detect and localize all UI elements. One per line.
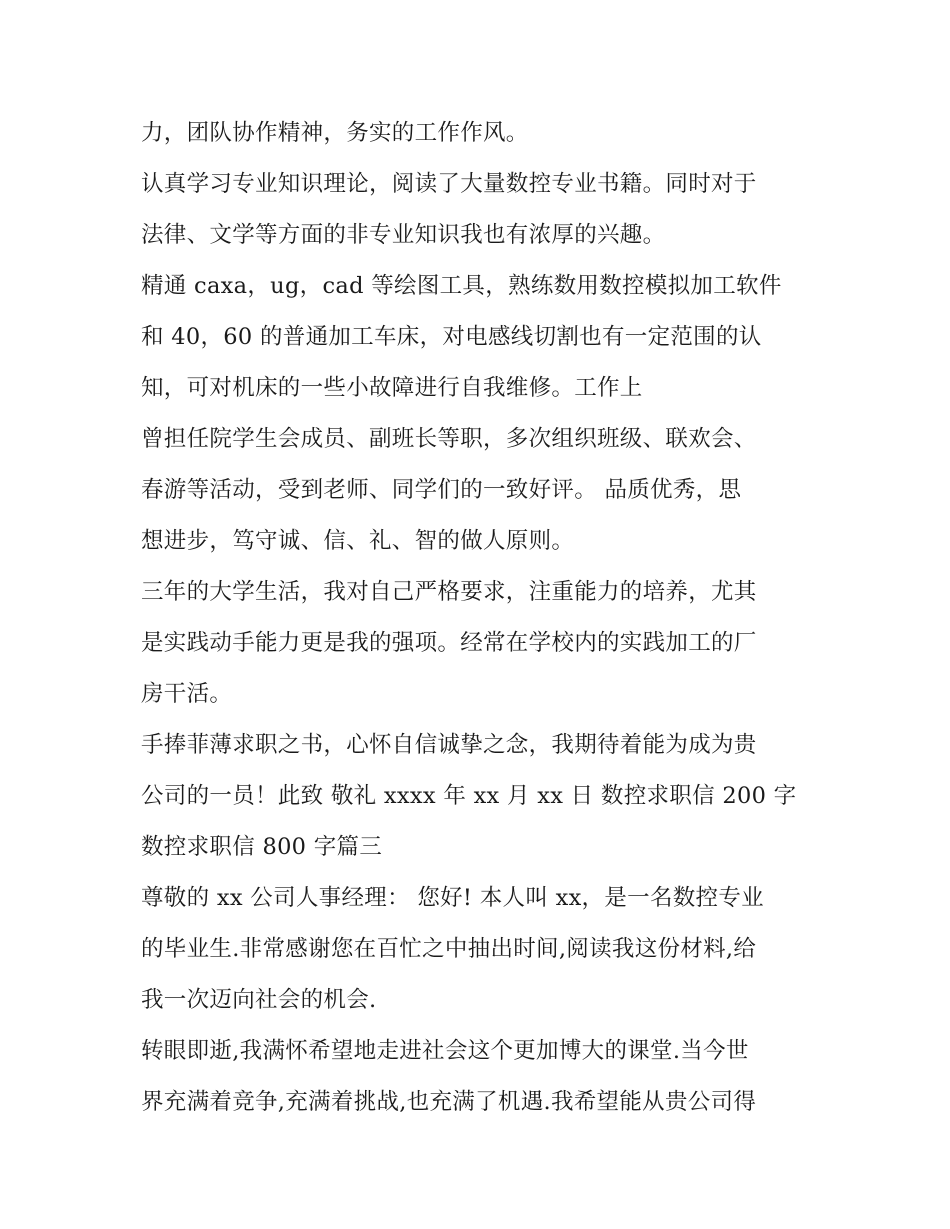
text-line: 界充满着竞争,充满着挑战,也充满了机遇.我希望能从贵公司得 bbox=[141, 1089, 757, 1115]
text-line: 曾担任院学生会成员、副班长等职，多次组织班级、联欢会、 bbox=[141, 426, 757, 452]
text-line: 转眼即逝,我满怀希望地走进社会这个更加博大的课堂.当今世 bbox=[141, 1038, 749, 1064]
text-line: 和 40，60 的普通加工车床，对电感线切割也有一定范围的认 bbox=[141, 324, 762, 350]
text-line: 三年的大学生活，我对自己严格要求，注重能力的培养，尤其 bbox=[141, 579, 757, 605]
text-line: 手捧菲薄求职之书，心怀自信诚挚之念，我期待着能为成为贵 bbox=[141, 732, 757, 758]
text-line: 想进步，笃守诚、信、礼、智的做人原则。 bbox=[141, 528, 575, 554]
text-line: 春游等活动，受到老师、同学们的一致好评。 品质优秀，思 bbox=[141, 477, 742, 503]
text-line: 力，团队协作精神，务实的工作作风。 bbox=[141, 120, 529, 146]
document-body bbox=[141, 108, 831, 1128]
section-heading: 数控求职信 800 字篇三 bbox=[141, 834, 383, 860]
text-line: 我一次迈向社会的机会. bbox=[141, 987, 377, 1013]
text-line: 公司的一员！此致 敬礼 xxxx 年 xx 月 xx 日 数控求职信 200 字 bbox=[141, 783, 797, 809]
text-line: 是实践动手能力更是我的强项。经常在学校内的实践加工的厂 bbox=[141, 630, 757, 656]
text-line: 知，可对机床的一些小故障进行自我维修。工作上 bbox=[141, 375, 643, 401]
text-line: 法律、文学等方面的非专业知识我也有浓厚的兴趣。 bbox=[141, 222, 666, 248]
text-line: 精通 caxa，ug，cad 等绘图工具，熟练数用数控模拟加工软件 bbox=[141, 273, 782, 299]
text-line: 房干活。 bbox=[141, 681, 233, 707]
text-line: 认真学习专业知识理论，阅读了大量数控专业书籍。同时对于 bbox=[141, 171, 757, 197]
text-line: 的毕业生.非常感谢您在百忙之中抽出时间,阅读我这份材料,给 bbox=[141, 936, 757, 962]
text-line: 尊敬的 xx 公司人事经理： 您好! 本人叫 xx，是一名数控专业 bbox=[141, 885, 764, 911]
